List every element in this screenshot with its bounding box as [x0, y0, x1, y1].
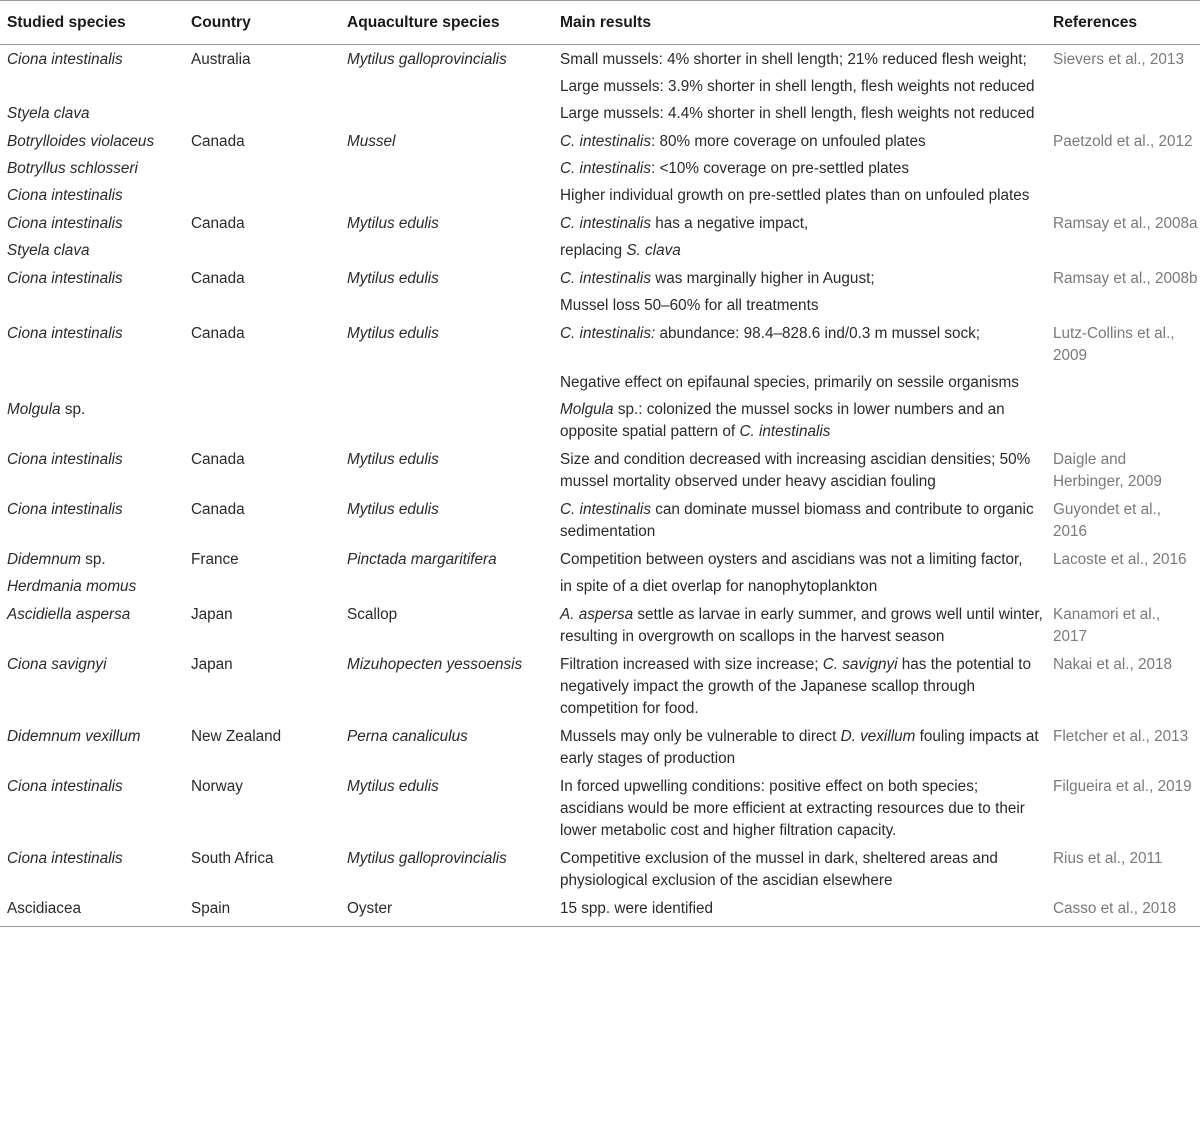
studied-species-name: Didemnum	[7, 551, 81, 568]
studied-species-suffix: sp.	[60, 401, 86, 418]
studied-species-cell	[0, 445, 184, 495]
main-results-cell	[553, 45, 1046, 74]
table-row	[0, 319, 1200, 369]
studied-species-name: Ciona intestinalis	[7, 187, 123, 204]
aquaculture-species-cell: Mytilus galloprovincialis	[347, 850, 507, 867]
studied-species-cell	[0, 264, 184, 292]
country-cell: Canada	[191, 133, 245, 150]
results-species-italic: C. intestinalis	[560, 501, 651, 518]
table-row	[0, 573, 1200, 600]
studied-species-name: Ciona intestinalis	[7, 270, 123, 287]
results-text: Small mussels: 4% shorter in shell length; 21% reduced flesh weight;	[560, 51, 1027, 68]
results-species-italic: D. vexillum	[840, 728, 916, 745]
table-row	[0, 722, 1200, 772]
results-text: Mussel loss 50–60% for all treatments	[560, 297, 819, 314]
header-country: Country	[184, 1, 340, 45]
results-text: settle as larvae in early summer, and grows well until winter, resulting in overgrowth on scallops in the harvest season	[560, 606, 1043, 645]
studied-species-cell	[0, 100, 184, 127]
country-cell	[184, 573, 340, 600]
aquaculture-species-cell: Mytilus edulis	[347, 325, 439, 342]
results-text: can dominate mussel biomass and contribute to organic sedimentation	[560, 501, 1034, 540]
studied-species-cell	[0, 722, 184, 772]
main-results-cell	[553, 73, 1046, 100]
studied-species-name: Ascidiella aspersa	[7, 606, 131, 623]
results-text: Large mussels: 3.9% shorter in shell length, flesh weights not reduced	[560, 78, 1035, 95]
reference-cell: Ramsay et al., 2008a	[1053, 215, 1198, 232]
table-row	[0, 600, 1200, 650]
aquaculture-species-cell	[340, 100, 553, 127]
country-cell: Canada	[191, 325, 245, 342]
aquaculture-species-cell	[340, 182, 553, 209]
table-row	[0, 894, 1200, 927]
studied-species-cell	[0, 292, 184, 319]
results-species-italic: C. savignyi	[822, 656, 898, 673]
header-studied-species: Studied species	[0, 1, 184, 45]
reference-cell: Ramsay et al., 2008b	[1053, 270, 1198, 287]
reference-cell	[1046, 237, 1200, 264]
studied-species-cell	[0, 600, 184, 650]
table-row	[0, 237, 1200, 264]
reference-cell: Lacoste et al., 2016	[1053, 551, 1187, 568]
header-main-results: Main results	[553, 1, 1046, 45]
table-row	[0, 545, 1200, 573]
results-text: sp.: colonized the mussel socks in lower numbers and an opposite spatial pattern of	[560, 401, 1005, 440]
studied-species-cell	[0, 844, 184, 894]
reference-cell: Daigle and Herbinger, 2009	[1053, 451, 1162, 490]
table-row	[0, 155, 1200, 182]
results-text: Size and condition decreased with increasing ascidian densities; 50% mussel mortality observed under heavy ascidian fouling	[560, 451, 1031, 490]
country-cell: France	[191, 551, 239, 568]
main-results-cell	[553, 545, 1046, 573]
studied-species-cell	[0, 237, 184, 264]
table-row	[0, 396, 1200, 445]
aquaculture-species-cell: Mizuhopecten yessoensis	[347, 656, 523, 673]
studied-species-cell	[0, 182, 184, 209]
studied-species-name: Ascidiacea	[7, 900, 81, 917]
results-text: in spite of a diet overlap for nanophytoplankton	[560, 578, 878, 595]
aquaculture-species-cell: Scallop	[347, 606, 398, 623]
studied-species-cell	[0, 545, 184, 573]
table-row	[0, 650, 1200, 722]
main-results-cell	[553, 100, 1046, 127]
reference-cell	[1046, 573, 1200, 600]
studied-species-name: Botryllus schlosseri	[7, 160, 138, 177]
reference-cell: Casso et al., 2018	[1046, 894, 1200, 927]
table-row	[0, 127, 1200, 155]
results-species-italic: C. intestinalis	[560, 270, 651, 287]
results-species-italic: C. intestinalis	[560, 133, 651, 150]
reference-cell: Kanamori et al., 2017	[1053, 606, 1161, 645]
results-text: has the potential to negatively impact the growth of the Japanese scallop through competition for food.	[560, 656, 1032, 717]
table-row	[0, 445, 1200, 495]
country-cell: Canada	[191, 270, 245, 287]
studied-species-name: Ciona intestinalis	[7, 451, 123, 468]
country-cell	[184, 237, 340, 264]
country-cell	[184, 73, 340, 100]
header-references: References	[1046, 1, 1200, 45]
table-body	[0, 45, 1200, 927]
main-results-cell	[553, 445, 1046, 495]
main-results-cell	[553, 182, 1046, 209]
table-row	[0, 182, 1200, 209]
results-species-italic: C. intestinalis	[739, 423, 831, 440]
studied-species-name: Ciona intestinalis	[7, 215, 123, 232]
studied-species-name: Styela clava	[7, 242, 90, 259]
aquaculture-species-cell	[340, 155, 553, 182]
aquaculture-species-cell	[340, 292, 553, 319]
main-results-cell	[553, 292, 1046, 319]
results-species-italic: C. intestinalis	[560, 215, 651, 232]
header-row	[0, 1, 1200, 45]
studied-species-cell	[0, 573, 184, 600]
main-results-cell	[553, 772, 1046, 844]
reference-cell: Fletcher et al., 2013	[1053, 728, 1189, 745]
table-row	[0, 100, 1200, 127]
results-species-italic: C. intestinalis	[560, 160, 651, 177]
results-text: was marginally higher in August;	[650, 270, 875, 287]
results-text: Competitive exclusion of the mussel in dark, sheltered areas and physiological exclusion of the ascidian elsewhere	[560, 850, 998, 889]
studied-species-cell	[0, 155, 184, 182]
reference-cell: Lutz-Collins et al., 2009	[1053, 325, 1175, 364]
aquaculture-species-cell	[340, 237, 553, 264]
aquaculture-species-cell: Mytilus edulis	[347, 501, 439, 518]
studied-species-name: Molgula	[7, 401, 61, 418]
main-results-cell	[553, 209, 1046, 237]
table-row	[0, 45, 1200, 74]
studied-species-name: Ciona intestinalis	[7, 325, 123, 342]
results-text: : 80% more coverage on unfouled plates	[650, 133, 926, 150]
reference-cell	[1046, 73, 1200, 100]
studied-species-cell	[0, 209, 184, 237]
country-cell: Canada	[191, 215, 245, 232]
aquaculture-species-cell: Mytilus edulis	[347, 451, 439, 468]
aquaculture-species-cell	[340, 396, 553, 445]
aquaculture-species-cell: Pinctada margaritifera	[347, 551, 497, 568]
table-row	[0, 292, 1200, 319]
main-results-cell	[553, 264, 1046, 292]
main-results-cell	[553, 369, 1046, 396]
reference-cell	[1046, 292, 1200, 319]
table-row	[0, 73, 1200, 100]
reference-cell	[1046, 100, 1200, 127]
results-text: Large mussels: 4.4% shorter in shell length, flesh weights not reduced	[560, 105, 1035, 122]
results-text: : <10% coverage on pre-settled plates	[650, 160, 910, 177]
country-cell	[184, 292, 340, 319]
main-results-cell	[553, 495, 1046, 545]
main-results-cell	[553, 650, 1046, 722]
main-results-cell	[553, 319, 1046, 369]
studied-species-cell	[0, 495, 184, 545]
table-row	[0, 772, 1200, 844]
main-results-cell	[553, 396, 1046, 445]
main-results-cell	[553, 155, 1046, 182]
main-results-cell	[553, 237, 1046, 264]
main-results-cell	[553, 600, 1046, 650]
reference-cell: Rius et al., 2011	[1053, 850, 1163, 867]
reference-cell	[1046, 369, 1200, 396]
reference-cell	[1046, 396, 1200, 445]
studied-species-suffix: sp.	[80, 551, 106, 568]
aquaculture-species-cell	[340, 369, 553, 396]
studied-species-name: Ciona intestinalis	[7, 778, 123, 795]
aquaculture-species-cell: Mytilus edulis	[347, 215, 439, 232]
results-text: Competition between oysters and ascidians was not a limiting factor,	[560, 551, 1023, 568]
country-cell: Canada	[191, 501, 245, 518]
country-cell: Australia	[191, 51, 251, 68]
results-species-italic: Molgula	[560, 401, 614, 418]
aquaculture-species-cell: Mytilus edulis	[347, 270, 439, 287]
country-cell: Japan	[191, 656, 233, 673]
reference-cell	[1046, 182, 1200, 209]
reference-cell: Nakai et al., 2018	[1053, 656, 1173, 673]
main-results-cell	[553, 722, 1046, 772]
main-results-cell	[553, 894, 1046, 927]
reference-cell: Sievers et al., 2013	[1053, 51, 1184, 68]
aquaculture-species-cell	[340, 573, 553, 600]
country-cell	[184, 369, 340, 396]
aquaculture-species-cell: Mytilus edulis	[347, 778, 439, 795]
results-text: abundance: 98.4–828.6 ind/0.3 m mussel sock;	[655, 325, 981, 342]
country-cell	[184, 155, 340, 182]
reference-cell	[1046, 155, 1200, 182]
aquaculture-species-cell: Oyster	[340, 894, 553, 927]
studied-species-cell	[0, 319, 184, 369]
country-cell	[184, 182, 340, 209]
aquaculture-species-cell	[340, 73, 553, 100]
studied-species-name: Ciona savignyi	[7, 656, 107, 673]
country-cell: Canada	[191, 451, 245, 468]
studied-species-name: Ciona intestinalis	[7, 51, 123, 68]
table-row	[0, 369, 1200, 396]
results-text: fouling impacts at early stages of production	[560, 728, 1039, 767]
aquaculture-species-cell: Mytilus galloprovincialis	[347, 51, 507, 68]
header-aquaculture-species: Aquaculture species	[340, 1, 553, 45]
studied-species-name: Botrylloides violaceus	[7, 133, 155, 150]
results-text: 15 spp. were identified	[560, 900, 714, 917]
table-row	[0, 495, 1200, 545]
reference-cell: Guyondet et al., 2016	[1053, 501, 1161, 540]
studied-species-cell	[0, 127, 184, 155]
studied-species-name: Styela clava	[7, 105, 90, 122]
table-row	[0, 264, 1200, 292]
results-species-italic: A. aspersa	[560, 606, 634, 623]
results-text: Mussels may only be vulnerable to direct	[560, 728, 841, 745]
country-cell: Norway	[191, 778, 243, 795]
studied-species-cell	[0, 396, 184, 445]
studied-species-cell	[0, 772, 184, 844]
studied-species-name: Didemnum vexillum	[7, 728, 141, 745]
studied-species-name: Ciona intestinalis	[7, 850, 123, 867]
main-results-cell	[553, 573, 1046, 600]
country-cell: Spain	[184, 894, 340, 927]
studied-species-name: Ciona intestinalis	[7, 501, 123, 518]
country-cell: Japan	[191, 606, 233, 623]
results-text: Higher individual growth on pre-settled plates than on unfouled plates	[560, 187, 1030, 204]
studied-species-cell	[0, 45, 184, 74]
studied-species-cell	[0, 369, 184, 396]
studied-species-cell	[0, 894, 184, 927]
results-species-italic: C. intestinalis:	[560, 325, 656, 342]
table-row	[0, 844, 1200, 894]
aquaculture-species-cell: Perna canaliculus	[347, 728, 468, 745]
country-cell	[184, 396, 340, 445]
results-text: Filtration increased with size increase;	[560, 656, 823, 673]
country-cell	[184, 100, 340, 127]
studied-species-name: Herdmania momus	[7, 578, 137, 595]
studied-species-cell	[0, 73, 184, 100]
country-cell: New Zealand	[191, 728, 282, 745]
studied-species-cell	[0, 650, 184, 722]
results-text: In forced upwelling conditions: positive effect on both species; ascidians would be more efficient at extracting resources due to their lower metabolic cost and higher filtration capacity.	[560, 778, 1025, 839]
country-cell: South Africa	[191, 850, 274, 867]
results-text: Negative effect on epifaunal species, primarily on sessile organisms	[560, 374, 1019, 391]
table-row	[0, 209, 1200, 237]
main-results-cell	[553, 844, 1046, 894]
reference-cell: Paetzold et al., 2012	[1053, 133, 1193, 150]
results-text: has a negative impact,	[650, 215, 809, 232]
main-results-cell	[553, 127, 1046, 155]
results-text: replacing	[560, 242, 627, 259]
results-species-italic: S. clava	[626, 242, 681, 259]
reference-cell: Filgueira et al., 2019	[1053, 778, 1192, 795]
aquaculture-species-cell: Mussel	[347, 133, 396, 150]
